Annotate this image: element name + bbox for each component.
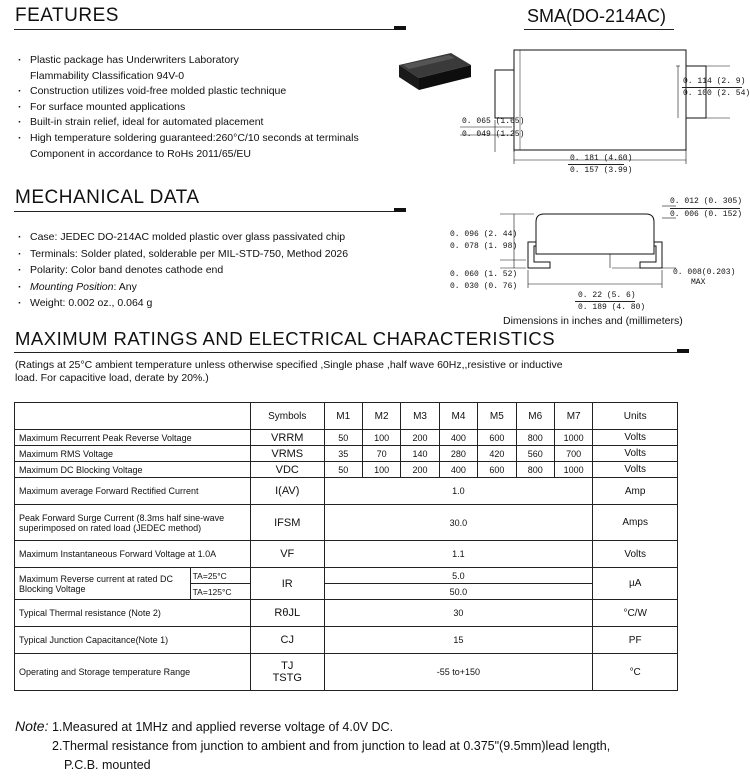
header-m1: M1	[324, 403, 362, 430]
table-row	[15, 600, 678, 627]
row-value: 50	[324, 462, 362, 478]
row-value: 400	[439, 462, 477, 478]
row-condition: TA=25°C	[190, 568, 250, 584]
ratings-table	[14, 402, 678, 691]
row-value: 600	[478, 462, 516, 478]
row-value: 280	[439, 446, 477, 462]
header-m4: M4	[439, 403, 477, 430]
row-symbol-line: TSTG	[272, 672, 302, 684]
row-desc: Maximum Reverse current at rated DC Blocking Voltage	[15, 568, 191, 600]
table-row	[15, 568, 678, 584]
features-rule-tick	[394, 26, 406, 30]
header-m6: M6	[516, 403, 554, 430]
header-m3: M3	[401, 403, 439, 430]
row-value: 50	[324, 430, 362, 446]
dim-divider	[575, 301, 635, 302]
row-desc: Typical Thermal resistance (Note 2)	[15, 600, 251, 627]
table-row	[15, 541, 678, 568]
mechanical-item: · Mounting Position: Any	[18, 279, 418, 296]
table-header-row	[15, 403, 678, 430]
mechanical-item: · Weight: 0.002 oz., 0.064 g	[18, 295, 418, 312]
dim-len-max: 0. 22 (5. 6)	[578, 291, 636, 300]
dim-t-max: 0. 012 (0. 305)	[670, 197, 743, 206]
row-unit: °C	[593, 654, 678, 691]
table-row	[15, 654, 678, 691]
row-unit: Volts	[593, 446, 678, 462]
note-1: 1.Measured at 1MHz and applied reverse voltage of 4.0V DC.	[51, 720, 394, 734]
header-symbols: Symbols	[250, 403, 324, 430]
row-unit: °C/W	[593, 600, 678, 627]
row-symbol-line: TJ	[281, 660, 294, 672]
row-symbol: IFSM	[250, 505, 324, 541]
dimensions-caption: Dimensions in inches and (millimeters)	[503, 315, 683, 327]
row-value: 800	[516, 462, 554, 478]
features-list	[18, 53, 418, 162]
row-value: 700	[554, 446, 592, 462]
table-row	[15, 462, 678, 478]
ratings-title: MAXIMUM RATINGS AND ELECTRICAL CHARACTERISTICS	[15, 328, 556, 349]
row-symbol: IR	[250, 568, 324, 600]
row-unit: Volts	[593, 541, 678, 568]
row-unit: PF	[593, 627, 678, 654]
row-symbol: RθJL	[250, 600, 324, 627]
header-m2: M2	[362, 403, 400, 430]
dim-lead-min: 0. 049 (1.25)	[462, 130, 525, 139]
row-value: 1.0	[324, 478, 593, 505]
mechanical-item: · Terminals: Solder plated, solderable per MIL-STD-750, Method 2026	[18, 246, 418, 263]
mechanical-item: · Polarity: Color band denotes cathode end	[18, 262, 418, 279]
features-rule	[14, 29, 406, 30]
row-desc: Maximum average Forward Rectified Current	[15, 478, 251, 505]
package-title: SMA(DO-214AC)	[527, 6, 667, 26]
dim-lead-max: 0. 065 (1.65)	[462, 117, 525, 126]
row-symbol: VF	[250, 541, 324, 568]
row-value: 70	[362, 446, 400, 462]
row-value: 560	[516, 446, 554, 462]
row-value: 1000	[554, 462, 592, 478]
dim-height-max: 0. 114 (2. 9)	[683, 77, 746, 86]
ratings-rule-tick	[677, 349, 689, 353]
mechanical-rule-tick	[394, 208, 406, 212]
row-value: 15	[324, 627, 593, 654]
notes-label: Note:	[15, 718, 49, 734]
header-units: Units	[593, 403, 678, 430]
table-row	[15, 478, 678, 505]
row-value: 30.0	[324, 505, 593, 541]
row-value: 200	[401, 430, 439, 446]
row-value: 1.1	[324, 541, 593, 568]
header-empty-cell	[15, 403, 251, 430]
dim-foot-max: 0. 060 (1. 52)	[450, 270, 518, 279]
row-desc: Maximum Instantaneous Forward Voltage at 1.0A	[15, 541, 251, 568]
ratings-rule	[14, 352, 689, 353]
features-title: FEATURES	[15, 5, 119, 26]
row-value: 800	[516, 430, 554, 446]
row-value: 50.0	[324, 584, 593, 600]
dim-standoff: 0. 008(0.203)	[673, 268, 736, 277]
features-item: · Built-in strain relief, ideal for automated placement	[18, 115, 418, 131]
row-value: 400	[439, 430, 477, 446]
dim-width-min: 0. 157 (3.99)	[570, 166, 633, 175]
dim-divider	[670, 208, 740, 209]
row-value: 100	[362, 430, 400, 446]
mechanical-rule	[14, 211, 406, 212]
row-symbol: VRRM	[250, 430, 324, 446]
row-desc: Typical Junction Capacitance(Note 1)	[15, 627, 251, 654]
row-symbol: VDC	[250, 462, 324, 478]
row-condition: TA=125°C	[190, 584, 250, 600]
mechanical-item: · Case: JEDEC DO-214AC molded plastic over glass passivated chip	[18, 229, 418, 246]
row-value: -55 to+150	[324, 654, 593, 691]
mechanical-title: MECHANICAL DATA	[15, 187, 200, 208]
row-desc: Maximum DC Blocking Voltage	[15, 462, 251, 478]
dim-len-min: 0. 189 (4. 80)	[578, 303, 646, 312]
dim-height-min: 0. 100 (2. 54)	[683, 89, 750, 98]
row-unit: Amp	[593, 478, 678, 505]
dim-standoff-note: MAX	[691, 278, 706, 287]
row-symbol: CJ	[250, 627, 324, 654]
package-title-rule	[524, 29, 674, 30]
row-desc: Maximum Recurrent Peak Reverse Voltage	[15, 430, 251, 446]
dim-width-max: 0. 181 (4.60)	[570, 154, 633, 163]
header-m7: M7	[554, 403, 592, 430]
features-item: · Construction utilizes void-free molded plastic technique	[18, 84, 418, 100]
dim-divider	[682, 87, 742, 88]
row-value: 5.0	[324, 568, 593, 584]
features-item: · Plastic package has Underwriters Laboratory Flammability Classification 94V-0	[18, 53, 418, 84]
table-row	[15, 505, 678, 541]
row-symbol	[250, 654, 324, 691]
row-desc: Operating and Storage temperature Range	[15, 654, 251, 691]
dim-foot-min: 0. 030 (0. 76)	[450, 282, 518, 291]
note-2: 2.Thermal resistance from junction to ambient and from junction to lead at 0.375"(9.5mm)lead length,	[52, 739, 611, 753]
table-row	[15, 430, 678, 446]
dim-divider	[568, 164, 624, 165]
features-item: · For surface mounted applications	[18, 100, 418, 116]
row-value: 200	[401, 462, 439, 478]
row-value: 420	[478, 446, 516, 462]
row-symbol: VRMS	[250, 446, 324, 462]
row-desc: Peak Forward Surge Current (8.3ms half sine-wave superimposed on rated load (JEDEC method)	[15, 505, 251, 541]
table-row	[15, 446, 678, 462]
features-item: · High temperature soldering guaranteed:260°C/10 seconds at terminals Component in accordance to RoHs 2011/65/EU	[18, 131, 418, 162]
row-symbol: I(AV)	[250, 478, 324, 505]
ratings-intro	[15, 359, 705, 385]
dim-body-min: 0. 078 (1. 98)	[450, 242, 518, 251]
dim-t-min: 0. 006 (0. 152)	[670, 210, 743, 219]
row-unit: µA	[593, 568, 678, 600]
header-m5: M5	[478, 403, 516, 430]
mechanical-list	[18, 229, 418, 312]
row-value: 1000	[554, 430, 592, 446]
note-line	[15, 717, 735, 737]
ratings-intro-line: load. For capacitive load, derate by 20%.)	[15, 372, 209, 384]
row-unit: Volts	[593, 462, 678, 478]
table-row	[15, 627, 678, 654]
note-2-cont: P.C.B. mounted	[64, 758, 151, 772]
notes	[15, 717, 735, 775]
row-desc: Maximum RMS Voltage	[15, 446, 251, 462]
row-value: 100	[362, 462, 400, 478]
dim-body-max: 0. 096 (2. 44)	[450, 230, 518, 239]
ratings-intro-line: (Ratings at 25°C ambient temperature unless otherwise specified ,Single phase ,half wave 60Hz,,resistive or inductive	[15, 359, 563, 371]
row-value: 600	[478, 430, 516, 446]
row-unit: Amps	[593, 505, 678, 541]
row-unit: Volts	[593, 430, 678, 446]
row-value: 140	[401, 446, 439, 462]
row-value: 35	[324, 446, 362, 462]
row-value: 30	[324, 600, 593, 627]
